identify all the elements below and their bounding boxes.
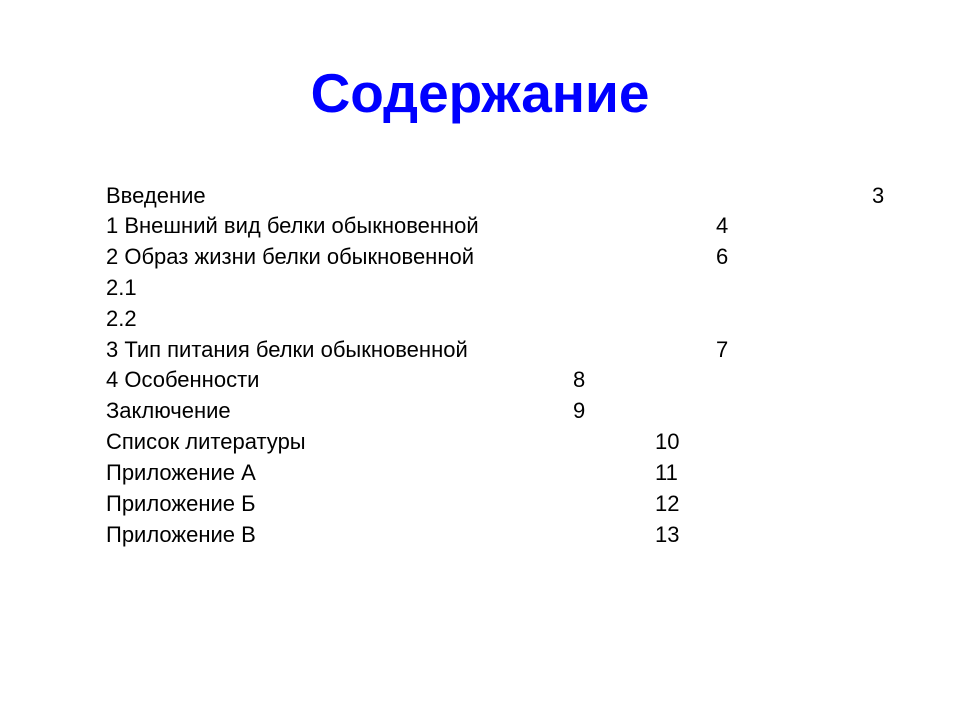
toc-entry xyxy=(0,457,960,488)
toc-entry-page: 11 xyxy=(655,460,678,485)
toc-entry-label: Приложение Б xyxy=(106,491,256,516)
toc-entry xyxy=(0,426,960,457)
toc-entry-label: 3 Тип питания белки обыкновенной xyxy=(106,337,468,362)
toc-entry-page: 9 xyxy=(573,398,586,423)
toc-entry-label: 4 Особенности xyxy=(106,367,260,392)
toc-entry-label: 2.2 xyxy=(106,306,137,331)
toc-entry xyxy=(0,180,960,211)
toc-entry-label: Введение xyxy=(106,183,206,208)
toc-entry-page: 10 xyxy=(655,429,680,454)
toc-entry-label: 2.1 xyxy=(106,275,137,300)
toc-entry xyxy=(0,334,960,365)
toc-entry xyxy=(0,272,960,303)
toc-entry xyxy=(0,303,960,334)
toc-entry-page: 6 xyxy=(716,244,729,269)
toc-entry xyxy=(0,364,960,395)
toc-entry-page: 3 xyxy=(872,183,885,208)
slide-title: Содержание xyxy=(310,62,650,124)
toc-entry-label: Приложение А xyxy=(106,460,256,485)
toc-entry-page: 7 xyxy=(716,337,729,362)
toc-entry xyxy=(0,241,960,272)
toc-entry-page: 4 xyxy=(716,213,729,238)
toc-entry xyxy=(0,210,960,241)
toc-entry-label: Список литературы xyxy=(106,429,306,454)
toc-entry-page: 12 xyxy=(655,491,680,516)
toc-entry-label: 1 Внешний вид белки обыкновенной xyxy=(106,213,479,238)
toc-entry-label: Приложение В xyxy=(106,522,256,547)
toc-entry-page: 8 xyxy=(573,367,586,392)
toc-entry-label: Заключение xyxy=(106,398,231,423)
toc-entry xyxy=(0,519,960,550)
toc-entry-label: 2 Образ жизни белки обыкновенной xyxy=(106,244,475,269)
toc-entry xyxy=(0,395,960,426)
toc-entry-page: 13 xyxy=(655,522,680,547)
toc-entry xyxy=(0,488,960,519)
